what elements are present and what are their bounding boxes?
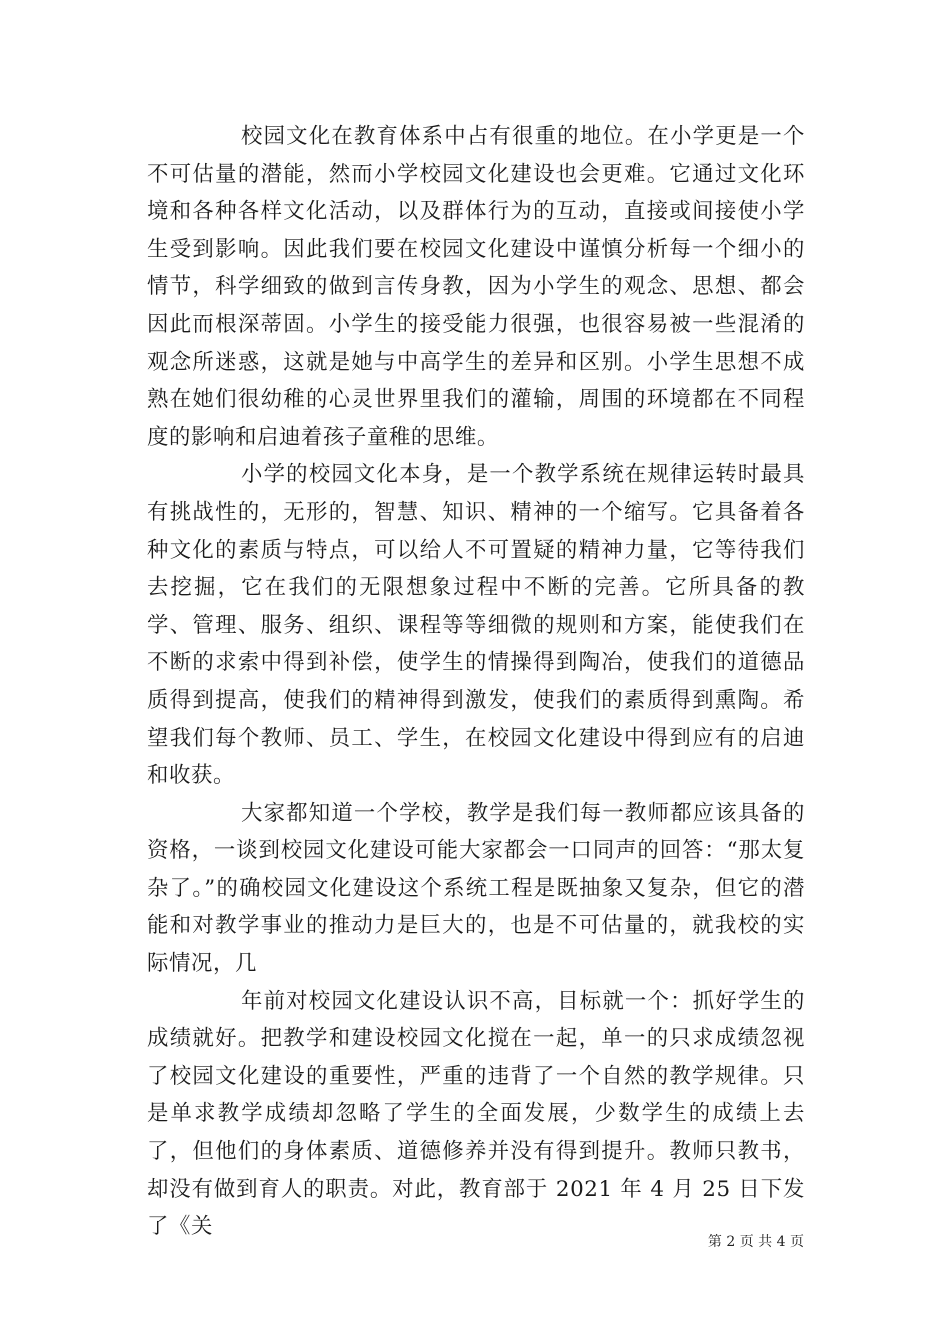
- paragraph-1: 校园文化在教育体系中占有很重的地位。在小学更是一个不可估量的潜能，然而小学校园文化建设也会更难。它通过文化环境和各种各样文化活动，以及群体行为的互动，直接或间接使小学生受到影响。因此我们要在校园文化建设中谨慎分析每一个细小的情节，科学细致的做到言传身教，因为小学生的观念、思想、都会因此而根深蒂固。小学生的接受能力很强，也很容易被一些混淆的观念所迷惑，这就是她与中高学生的差异和区别。小学生思想不成熟在她们很幼稚的心灵世界里我们的灌输，周围的环境都在不同程度的影响和启迪着孩子童稚的思维。: [147, 124, 805, 450]
- paragraph-3: 大家都知道一个学校，教学是我们每一教师都应该具备的资格，一谈到校园文化建设可能大家都会一口同声的回答：“那太复杂了。”的确校园文化建设这个系统工程是既抽象又复杂，但它的潜能和对教学事业的推动力是巨大的，也是不可估量的，就我校的实际情况，几: [147, 800, 805, 977]
- document-body: [147, 118, 805, 1246]
- page-number: 第 2 页 共 4 页: [707, 1234, 804, 1250]
- paragraph-2: 小学的校园文化本身，是一个教学系统在规律运转时最具有挑战性的，无形的，智慧、知识、精神的一个缩写。它具备着各种文化的素质与特点，可以给人不可置疑的精神力量，它等待我们去挖掘，它在我们的无限想象过程中不断的完善。它所具备的教学、管理、服务、组织、课程等等细微的规则和方案，能使我们在不断的求索中得到补偿，使学生的情操得到陶冶，使我们的道德品质得到提高，使我们的精神得到激发，使我们的素质得到熏陶。希望我们每个教师、员工、学生，在校园文化建设中得到应有的启迪和收获。: [147, 462, 805, 789]
- paragraph-4: 年前对校园文化建设认识不高，目标就一个：抓好学生的成绩就好。把教学和建设校园文化搅在一起，单一的只求成绩忽视了校园文化建设的重要性，严重的违背了一个自然的教学规律。只是单求教学成绩却忽略了学生的全面发展，少数学生的成绩上去了，但他们的身体素质、道德修养并没有得到提升。教师只教书，却没有做到育人的职责。对此，教育部于 2021 年 4 月 25 日下发了《关: [147, 988, 805, 1240]
